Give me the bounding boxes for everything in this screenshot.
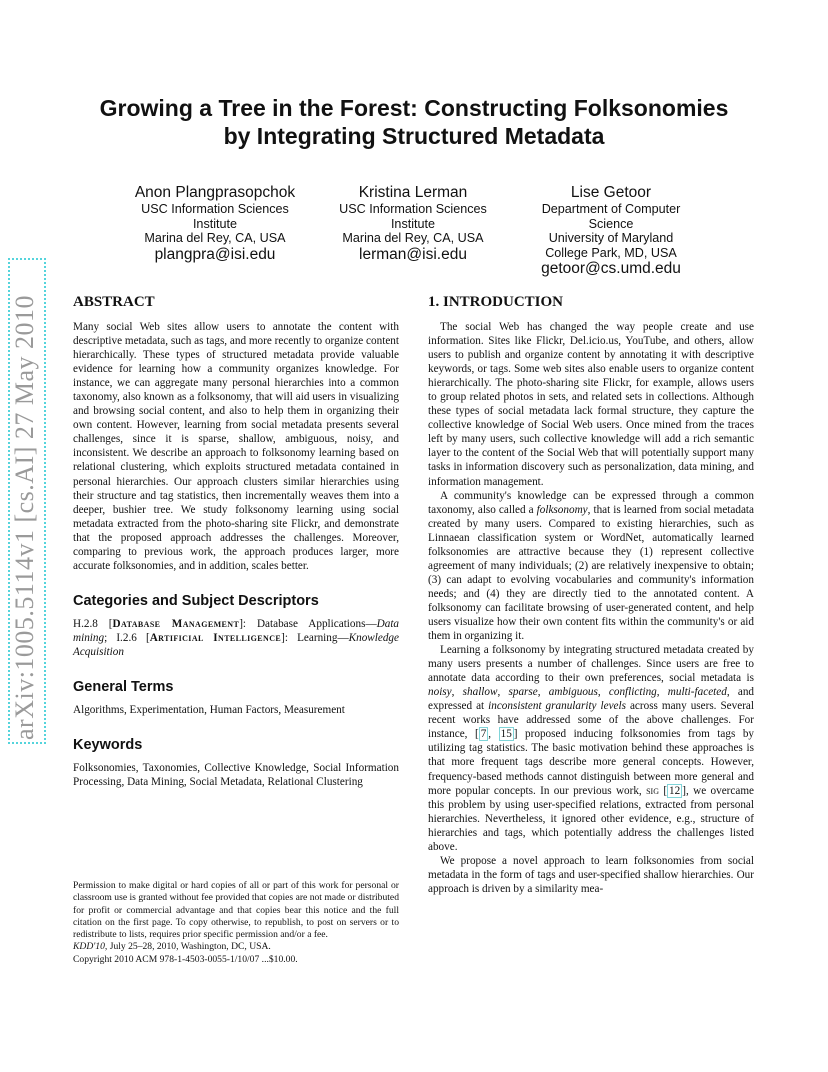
author-affiliation: University of Maryland <box>548 231 674 245</box>
author-name: Anon Plangprasopchok <box>134 184 296 201</box>
intro-paragraph-1: The social Web has changed the way people create and use information. Sites like Flickr, Del.icio.us, YouTube, and others, allow users to publish and organize content by annotating it with descriptive keywords, or tags. Some web sites also enable users to organize content hierarchically. The photo-sharing site Flickr, for example, allows users to group related photos in sets, and related sets in collections. Although these types of social metadata lack formal structure, they capture the collective knowledge of Social Web users. Once mined from the traces left by many users, such collective knowledge will add a rich semantic layer to the content of the Social Web that will potentially support many tasks in information discovery such as personalization, data mining, and information management. <box>428 321 754 488</box>
author-affiliation: USC Information Sciences <box>141 202 289 216</box>
general-terms-heading: General Terms <box>73 678 174 695</box>
author-block-1 <box>120 184 310 263</box>
author-affiliation: USC Information Sciences <box>339 202 487 216</box>
venue-line: KDD'10, July 25–28, 2010, Washington, DC, USA. <box>73 941 271 953</box>
author-affiliation: Institute <box>192 216 238 231</box>
keywords-text: Folksonomies, Taxonomies, Collective Knowledge, Social Information Processing, Data Mining, Social Metadata, Relational Clustering <box>73 762 399 789</box>
title-line-1: Growing a Tree in the Forest: Constructing Folksonomies <box>99 95 729 121</box>
category-term: Artificial Intelligence <box>149 631 282 644</box>
intro-paragraph-3: Learning a folksonomy by integrating structured metadata created by many users presents a number of challenges. Since users are free to annotate data according to their own preferences, social metadata is noisy, shallow, sparse, ambiguous, conflicting, multi-faceted, and expressed at inconsistent granularity levels across many users. Several recent works have addressed some of the above challenges. For instance, [ 7 , 15 ] proposed inducing folksonomies from tags by utilizing tag statistics. The basic motivation behind these approaches is that more frequent tags describe more general concepts. However, frequency-based methods cannot distinguish between more general and more popular concepts. In our previous work, sig [ 12 ], we overcame this problem by using user-specified relations, extracted from personal hierarchies. Nevertheless, it ignored other evidence, e.g., structure of hierarchies and tags, which potentially address the challenges listed above. <box>428 644 755 853</box>
author-name: Kristina Lerman <box>358 184 468 201</box>
author-location: Marina del Rey, CA, USA <box>342 231 484 245</box>
author-affiliation: Science <box>588 216 634 231</box>
author-affiliation: Department of Computer <box>541 202 681 216</box>
author-block-3 <box>516 184 706 277</box>
arxiv-stamp: arXiv:1005.5114v1 [cs.AI] 27 May 2010 <box>10 294 39 740</box>
author-email: getoor@cs.umd.edu <box>541 260 681 277</box>
permission-notice <box>73 880 399 966</box>
left-column <box>73 292 399 789</box>
category-term: Database Management <box>112 617 240 630</box>
abstract-heading: ABSTRACT <box>73 294 155 310</box>
author-email: lerman@isi.edu <box>359 245 467 263</box>
citation-link[interactable]: 7 <box>480 728 487 741</box>
author-location: College Park, MD, USA <box>545 245 677 260</box>
author-name: Lise Getoor <box>570 184 652 201</box>
title-line-2: by Integrating Structured Metadata <box>223 123 605 149</box>
citation-link[interactable]: 12 <box>669 784 681 797</box>
citation-link[interactable]: 15 <box>500 728 512 741</box>
right-column <box>428 292 754 896</box>
abstract-text: Many social Web sites allow users to annotate the content with descriptive metadata, such as tags, and more recently to organize content hierarchically. These types of structured metadata provide valuable evidence for learning how a community organizes knowledge. For instance, we can aggregate many personal hierarchies into a common taxonomy, also known as a folksonomy, that will aid users in visualizing and browsing social content, and also to help them in organizing their own content. However, learning from social metadata presents several challenges, since it is sparse, shallow, ambiguous, noisy, and inconsistent. We describe an approach to folksonomy learning based on relational clustering, which exploits structured metadata contained in personal hierarchies. Our approach clusters similar hierarchies using their structure and tag statistics, then incrementally weaves them into a deeper, bushier tree. We study folksonomy learning using social metadata extracted from the photo-sharing site Flickr, and demonstrate that the proposed approach addresses the challenges. Moreover, comparing to previous work, the approach produces larger, more accurate folksonomies, and in addition, scales better. <box>73 321 399 572</box>
intro-paragraph-2: A community's knowledge can be expressed through a common taxonomy, also called a folksonomy, that is learned from social metadata created by many users. Compared to existing hierarchies, such as Linnaean classification system or WordNet, automatically learned folksonomies are attractive because they (1) represent collective agreement of many individuals; (2) are relatively inexpensive to obtain; (3) can adapt to evolving vocabularies and community's information needs; and (4) they are directly tied to the annotated content. A folksonomy can facilitate browsing of user-generated content, and help users visualize how their own content fits within the community's or aid them in organizing it. <box>428 489 755 643</box>
author-location: Marina del Rey, CA, USA <box>144 231 286 245</box>
author-block-2 <box>318 184 508 263</box>
permission-text: Permission to make digital or hard copies of all or part of this work for personal or classroom use is granted without fee provided that copies are not made or distributed for profit or commercial advantage and that copies bear this notice and the full citation on the first page. To copy otherwise, to republish, to post on servers or to redistribute to lists, requires prior specific permission and/or a fee. <box>73 880 399 941</box>
categories-heading: Categories and Subject Descriptors <box>73 592 319 609</box>
categories-text: H.2.8 [Database Management]: Database Applications—Data mining; I.2.6 [Artificial Intelligence]: Learning—Knowledge Acquisition <box>73 617 400 658</box>
copyright-line: Copyright 2010 ACM 978-1-4503-0055-1/10/07 ...$10.00. <box>73 953 298 965</box>
keywords-heading: Keywords <box>73 737 143 754</box>
author-email: plangpra@isi.edu <box>154 245 276 263</box>
general-terms-text: Algorithms, Experimentation, Human Factors, Measurement <box>73 703 345 716</box>
paper-title <box>40 94 788 150</box>
intro-paragraph-4: We propose a novel approach to learn folksonomies from social metadata in the form of tags and user-specified shallow hierarchies. Our approach is driven by a similarity mea- <box>428 854 754 895</box>
author-affiliation: Institute <box>390 216 436 231</box>
introduction-heading: 1. INTRODUCTION <box>428 294 564 310</box>
